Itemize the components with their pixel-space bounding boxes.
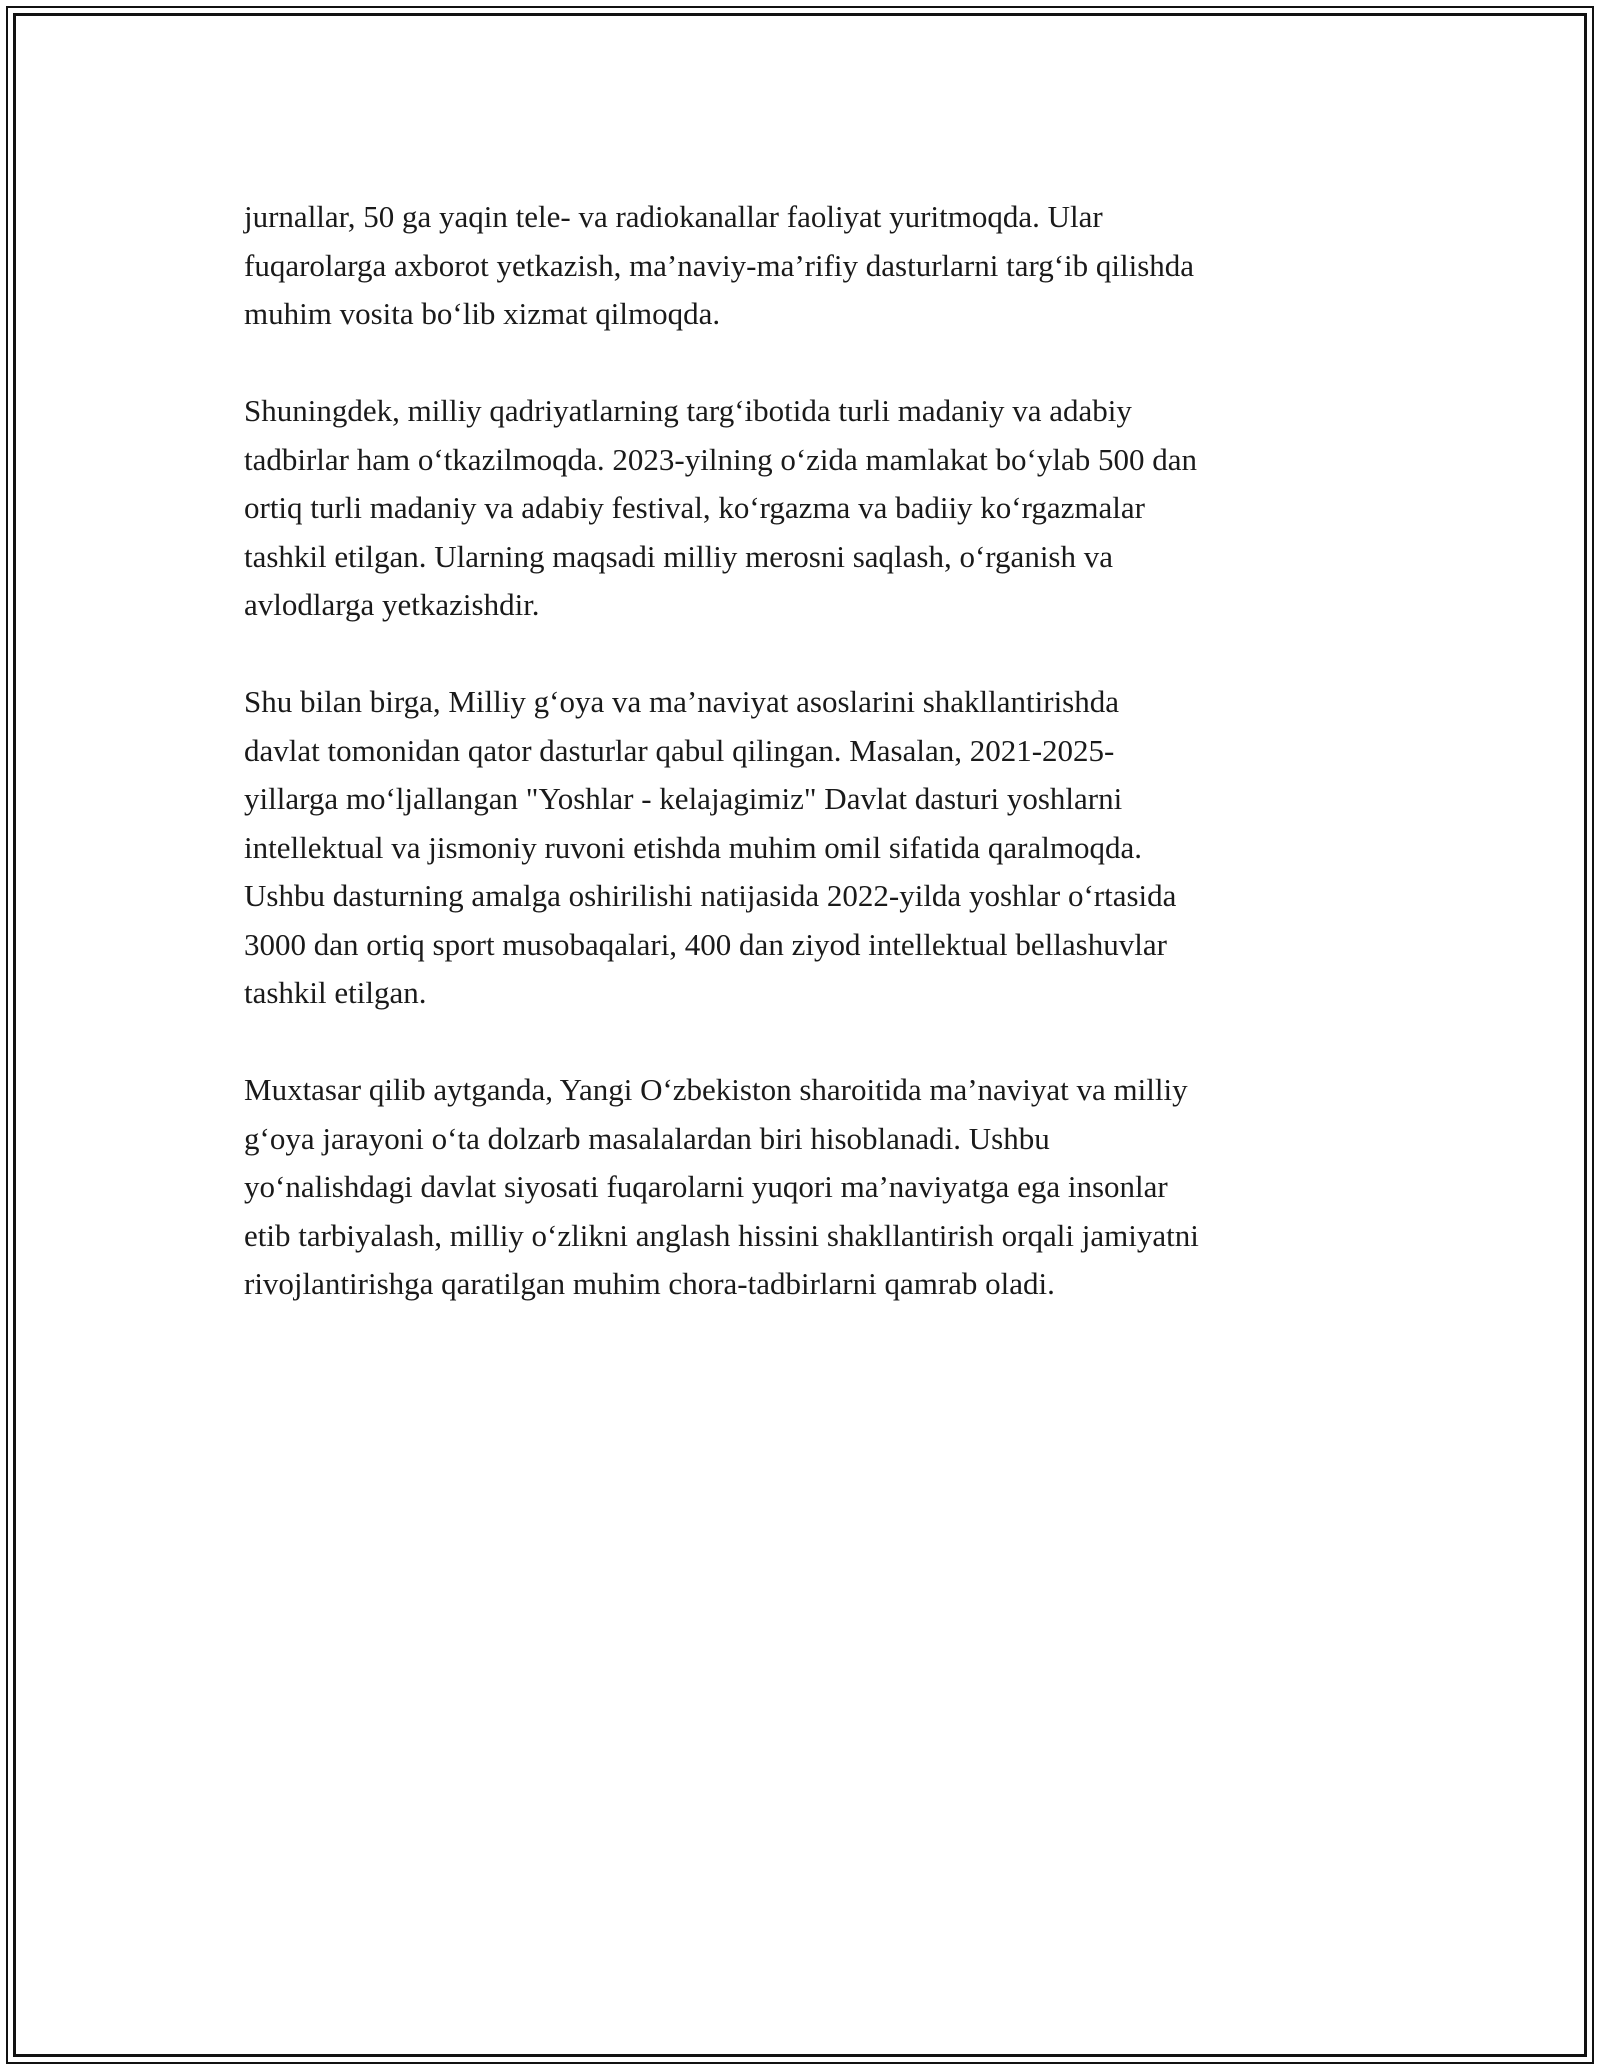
paragraph-conclusion: Muxtasar qilib aytganda, Yangi O‘zbekiston sharoitida ma’naviyat va milliy g‘oya jarayoni o‘ta dolzarb masalalardan biri hisoblanadi. Ushbu yo‘nalishdagi davlat siyosati fuqarolarni yuqori ma’naviyatga ega insonlar etib tarbiyalash, milliy o‘zlikni anglash hissini shakllantirish orqali jamiyatni rivojlantirishga qaratilgan muhim chora-tadbirlarni qamrab oladi. [244,1072,1199,1301]
paragraph-state-programs: Shu bilan birga, Milliy g‘oya va ma’naviyat asoslarini shakllantirishda davlat tomonidan qator dasturlar qabul qilingan. Masalan, 2021-2025- yillarga mo‘ljallangan "Yoshlar - kelajagimiz" Davlat dasturi yoshlarni intellektual va jismoniy ruvoni etishda muhim omil sifatida qaralmoqda. Ushbu dasturning amalga oshirilishi natijasida 2022-yilda yoshlar o‘rtasida 3000 dan ortiq sport musobaqalari, 400 dan ziyod intellektual bellashuvlar tashkil etilgan. [244,684,1177,1010]
paragraph-cultural-events: Shuningdek, milliy qadriyatlarning targ‘ibotida turli madaniy va adabiy tadbirlar ham o‘tkazilmoqda. 2023-yilning o‘zida mamlakat bo‘ylab 500 dan ortiq turli madaniy va adabiy festival, ko‘rgazma va badiiy ko‘rgazmalar tashkil etilgan. Ularning maqsadi milliy merosni saqlash, o‘rganish va avlodlarga yetkazishdir. [244,393,1197,622]
document-page [6,6,1594,2064]
paragraph-media-outlets: jurnallar, 50 ga yaqin tele- va radiokanallar faoliyat yuritmoqda. Ular fuqarolarga axborot yetkazish, ma’naviy-ma’rifiy dasturlarni targ‘ib qilishda muhim vosita bo‘lib xizmat qilmoqda. [244,199,1195,331]
document-body [244,193,1384,1357]
